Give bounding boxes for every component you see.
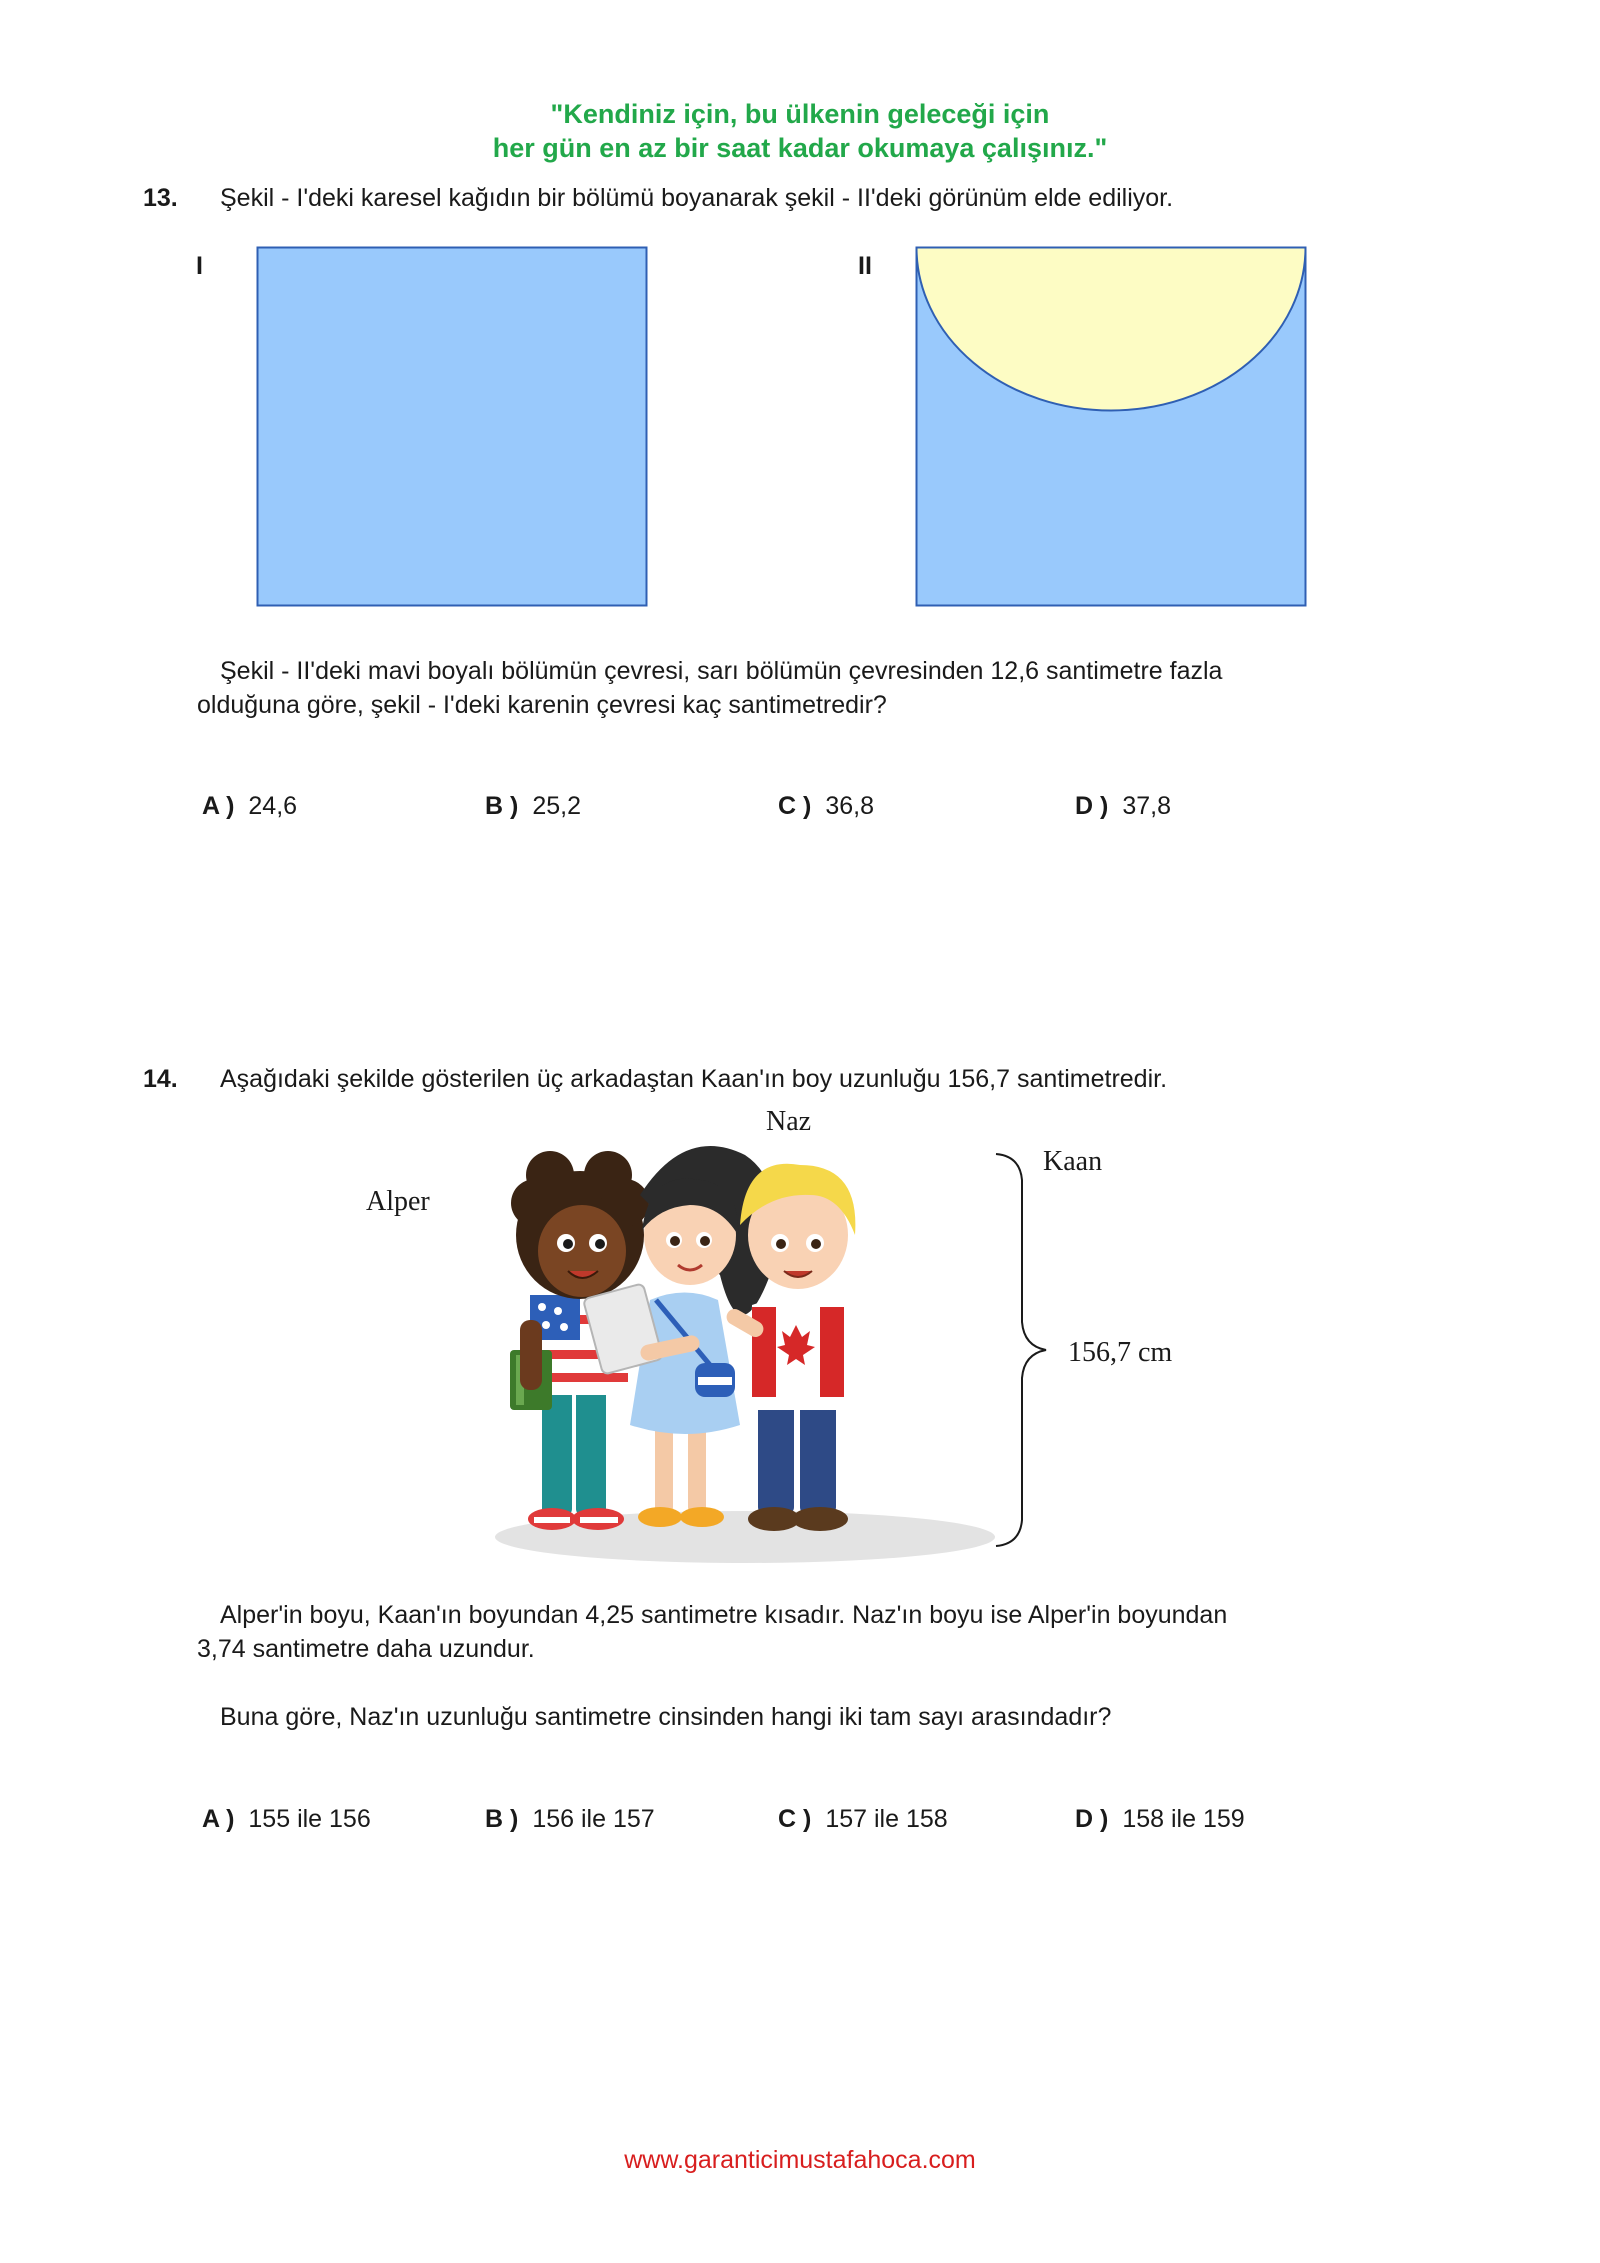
- q13-option-b[interactable]: B ) 25,2: [485, 792, 581, 820]
- question-13-body-line-2: olduğuna göre, şekil - I'deki karenin çevresi kaç santimetredir?: [197, 691, 887, 719]
- q13-option-a[interactable]: A ) 24,6: [202, 792, 298, 820]
- question-14-question: Buna göre, Naz'ın uzunluğu santimetre cinsinden hangi iki tam sayı arasındadır?: [220, 1703, 1112, 1731]
- motto-line-2: her gün en az bir saat kadar okumaya çalışınız.": [492, 133, 1108, 163]
- figure-2-painted-square: [915, 246, 1309, 608]
- height-brace: [990, 1150, 1080, 1550]
- q14-option-c[interactable]: C ) 157 ile 158: [778, 1805, 948, 1833]
- question-13-stem: Şekil - I'deki karesel kağıdın bir bölümü boyanarak şekil - II'deki görünüm elde ediliyor.: [220, 184, 1174, 212]
- figure-1-square: [256, 246, 650, 608]
- q14-option-b[interactable]: B ) 156 ile 157: [485, 1805, 655, 1833]
- q14-option-a[interactable]: A ) 155 ile 156: [202, 1805, 371, 1833]
- figure-1-label: I: [196, 252, 203, 280]
- label-naz: Naz: [766, 1106, 812, 1137]
- motto-line-1: "Kendiniz için, bu ülkenin geleceği için: [550, 99, 1050, 129]
- question-13-number: 13.: [143, 184, 178, 212]
- q13-option-c[interactable]: C ) 36,8: [778, 792, 874, 820]
- question-13-body-line-1: Şekil - II'deki mavi boyalı bölümün çevresi, sarı bölümün çevresinden 12,6 santimetre fazla: [220, 657, 1223, 685]
- q13-option-d[interactable]: D ) 37,8: [1075, 792, 1171, 820]
- kaan-figure: [724, 1164, 856, 1531]
- question-14-body-line-1: Alper'in boyu, Kaan'ın boyundan 4,25 santimetre kısadır. Naz'ın boyu ise Alper'in boyundan: [220, 1601, 1228, 1629]
- question-14-body-line-2: 3,74 santimetre daha uzundur.: [197, 1635, 535, 1663]
- footer-website-link[interactable]: www.garanticimustafahoca.com: [624, 2146, 976, 2174]
- label-alper: Alper: [366, 1186, 430, 1217]
- label-height: 156,7 cm: [1068, 1337, 1173, 1368]
- question-14-stem: Aşağıdaki şekilde gösterilen üç arkadaştan Kaan'ın boy uzunluğu 156,7 santimetredir.: [220, 1065, 1168, 1093]
- q14-option-d[interactable]: D ) 158 ile 159: [1075, 1805, 1245, 1833]
- question-14-number: 14.: [143, 1065, 178, 1093]
- label-kaan: Kaan: [1043, 1146, 1103, 1177]
- figure-2-label: II: [858, 252, 872, 280]
- three-children-illustration: [490, 1125, 1000, 1570]
